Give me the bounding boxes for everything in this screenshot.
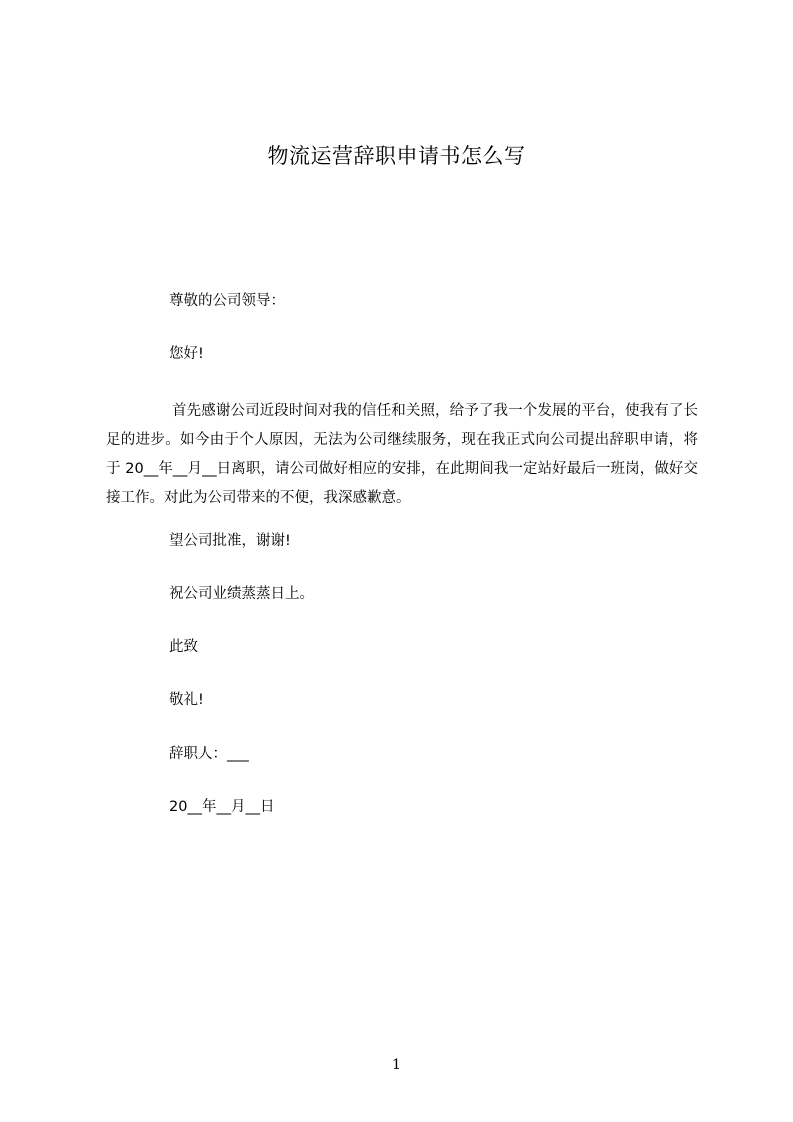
- page-number: 1: [392, 1057, 401, 1073]
- closing-line-2: 敬礼!: [169, 692, 204, 708]
- greeting: 您好!: [169, 346, 204, 362]
- wish-line: 祝公司业绩蒸蒸日上。: [169, 586, 314, 602]
- signature-line: 辞职人：___: [169, 746, 249, 762]
- request-line: 望公司批准，谢谢!: [169, 533, 291, 549]
- document-title: 物流运营辞职申请书怎么写: [267, 144, 526, 168]
- salutation: 尊敬的公司领导：: [169, 293, 285, 309]
- closing-line-1: 此致: [169, 639, 198, 655]
- body-paragraph: 首先感谢公司近段时间对我的信任和关照，给予了我一个发展的平台，使我有了长足的进步。如今由于个人原因，无法为公司继续服务，现在我正式向公司提出辞职申请，将于 20__年__月__日离职，请公司做好相应的安排，在此期间我一定站好最后一班岗，做好交接工作。对此为公司带来的不便，我深感歉意。: [106, 403, 698, 506]
- date-line: 20__年__月__日: [169, 799, 275, 815]
